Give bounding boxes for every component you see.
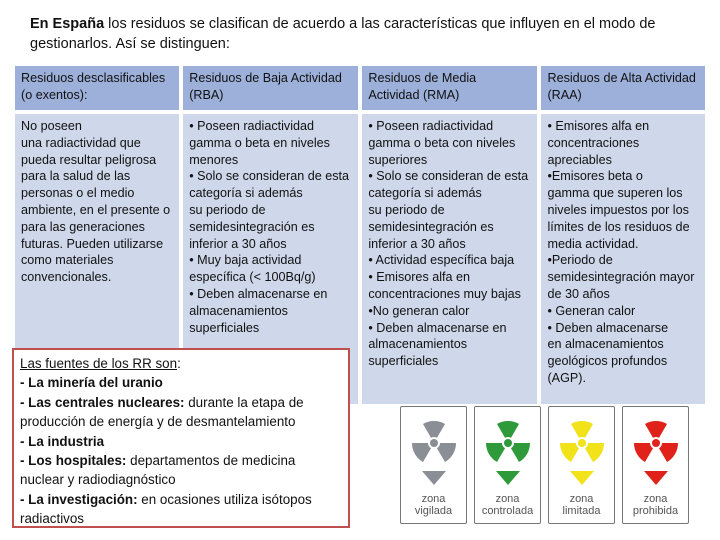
cell-line: • Generan calor	[547, 303, 636, 318]
trefoil-blade	[634, 443, 653, 462]
cell-line: • Poseen radiactividad	[368, 119, 494, 133]
source-item	[20, 451, 342, 490]
cell-line: superiores	[368, 152, 428, 167]
cell-raa	[541, 114, 705, 404]
source-item-label: - La minería del uranio	[20, 375, 163, 391]
cell-line: gamma o beta con niveles	[368, 135, 516, 150]
cell-line: como materiales	[21, 253, 114, 268]
radiation-trefoil-red-icon	[626, 411, 686, 491]
intro-bold: En España	[30, 16, 105, 32]
cell-line: almacenamientos	[189, 303, 288, 318]
cell-line: gamma que superen los	[547, 186, 683, 201]
cell-line: • Deben almacenarse en	[368, 320, 507, 335]
cell-line: superficiales	[189, 320, 260, 335]
intro-text: los residuos se clasifican de acuerdo a las características que influyen en el modo de gestionarlos. Así se distinguen:	[30, 16, 656, 52]
zone-label	[563, 493, 601, 517]
sources-list	[20, 373, 342, 528]
cell-line: su periodo de	[368, 202, 445, 217]
zone-label	[415, 493, 452, 517]
cell-line: inferior a 30 años	[189, 236, 287, 251]
cell-line: en almacenamientos	[547, 337, 664, 352]
zone-label-line1: zona	[495, 493, 520, 505]
source-item-label: - Las centrales nucleares:	[20, 394, 185, 410]
cell-line: No poseen	[21, 119, 82, 133]
radiation-trefoil-green-icon	[478, 411, 538, 491]
trefoil-blade	[497, 421, 519, 438]
sign-pointer	[422, 471, 446, 485]
zone-label-line2: controlada	[481, 505, 534, 517]
cell-line: almacenamientos	[368, 337, 468, 352]
table-header-row	[15, 66, 705, 110]
trefoil-center	[652, 439, 660, 447]
radiation-trefoil-yellow-icon	[552, 411, 612, 491]
source-item-label: - La investigación:	[20, 491, 138, 507]
cell-line: su periodo de	[189, 202, 266, 217]
trefoil-blade	[585, 443, 604, 462]
header-rba: Residuos de Baja Actividad (RBA)	[183, 66, 358, 110]
cell-line: de 30 años	[547, 286, 610, 301]
cell-line: menores	[189, 152, 239, 167]
sources-box	[12, 348, 350, 528]
header-desclasificables: Residuos desclasificables (o exentos):	[15, 66, 179, 110]
trefoil-center	[430, 439, 438, 447]
zone-sign	[622, 406, 689, 524]
cell-line: geológicos profundos	[547, 354, 668, 369]
cell-line: concentraciones	[547, 135, 640, 150]
zone-sign	[548, 406, 615, 524]
cell-line: para las generaciones	[21, 219, 145, 234]
zone-label	[633, 493, 678, 517]
cell-line: •Periodo de	[547, 253, 613, 268]
zone-label-line1: zona	[569, 493, 594, 505]
trefoil-center	[504, 439, 512, 447]
trefoil-blade	[423, 421, 445, 438]
cell-line: específica (< 100Bq/g)	[189, 270, 316, 285]
cell-line: • Muy baja actividad	[189, 253, 302, 268]
cell-line: gamma o beta en niveles	[189, 135, 330, 150]
zone-sign	[400, 406, 467, 524]
cell-line: personas o el medio	[21, 186, 135, 201]
cell-line: •No generan calor	[368, 303, 470, 318]
source-item-text: en ocasiones utiliza isótopos radiactivos	[20, 491, 312, 527]
trefoil-blade	[437, 443, 456, 462]
cell-line: semidesintegración mayor	[547, 270, 695, 285]
source-item-text: departamentos de medicina nuclear y radiodiagnóstico	[20, 453, 296, 488]
cell-line: semidesintegración es	[368, 219, 494, 234]
cell-line: • Deben almacenarse	[547, 320, 669, 335]
cell-line: categoría si además	[368, 186, 482, 201]
trefoil-blade	[645, 421, 667, 438]
sign-pointer	[644, 471, 668, 485]
cell-line: concentraciones muy bajas	[368, 286, 521, 301]
cell-line: una radiactividad que	[21, 135, 141, 150]
cell-line: futuras. Pueden utilizarse	[21, 236, 164, 251]
trefoil-blade	[571, 421, 593, 438]
sign-pointer	[570, 471, 594, 485]
zone-label-line1: zona	[421, 493, 446, 505]
cell-line: convencionales.	[21, 270, 112, 285]
source-item	[20, 490, 342, 529]
header-rma: Residuos de Media Actividad (RMA)	[362, 66, 537, 110]
zone-label-line2: vigilada	[414, 505, 453, 517]
radiation-trefoil-gray-icon	[404, 411, 464, 491]
cell-line: • Solo se consideran de esta	[189, 169, 350, 184]
cell-line: niveles impuestos por los	[547, 202, 689, 217]
zone-label-line1: zona	[643, 493, 668, 505]
cell-line: • Actividad específica baja	[368, 253, 515, 268]
header-raa: Residuos de Alta Actividad (RAA)	[541, 66, 705, 110]
cell-line: • Deben almacenarse en	[189, 286, 328, 301]
cell-line: para la salud de las	[21, 169, 131, 184]
intro-paragraph	[30, 14, 710, 54]
cell-line: • Solo se consideran de esta	[368, 169, 529, 184]
source-item	[20, 393, 342, 432]
cell-line: apreciables	[547, 152, 612, 167]
cell-line: semidesintegración es	[189, 219, 315, 234]
source-item	[20, 373, 342, 392]
trefoil-blade	[486, 443, 505, 462]
cell-line: • Emisores alfa en	[547, 119, 650, 133]
zone-label	[482, 493, 533, 517]
sign-pointer	[496, 471, 520, 485]
cell-line: (AGP).	[547, 370, 586, 385]
trefoil-blade	[511, 443, 530, 462]
cell-line: media actividad.	[547, 236, 639, 251]
sources-title-colon: :	[177, 356, 181, 371]
cell-line: límites de los residuos de	[547, 219, 690, 234]
cell-line: • Emisores alfa en	[368, 270, 471, 285]
sources-title-line	[20, 354, 342, 373]
trefoil-blade	[560, 443, 579, 462]
source-item	[20, 432, 342, 451]
cell-line: inferior a 30 años	[368, 236, 466, 251]
sources-title: Las fuentes de los RR son	[20, 356, 178, 371]
zone-label-line2: prohibida	[632, 505, 679, 517]
source-item-text: durante la etapa de producción de energía y de desmantelamiento	[20, 394, 304, 430]
cell-line: ambiente, en el presente o	[21, 202, 171, 217]
source-item-label: - La industria	[20, 433, 105, 449]
cell-rma	[362, 114, 537, 404]
radiation-zones-signs	[400, 406, 692, 524]
cell-line: • Poseen radiactividad	[189, 119, 315, 133]
cell-line: •Emisores beta o	[547, 169, 643, 184]
zone-label-line2: limitada	[562, 505, 601, 517]
zone-sign	[474, 406, 541, 524]
trefoil-blade	[412, 443, 431, 462]
cell-line: pueda resultar peligrosa	[21, 152, 157, 167]
source-item-label: - Los hospitales:	[20, 453, 127, 469]
trefoil-blade	[659, 443, 678, 462]
trefoil-center	[578, 439, 586, 447]
cell-line: superficiales	[368, 354, 439, 369]
cell-line: categoría si además	[189, 186, 303, 201]
